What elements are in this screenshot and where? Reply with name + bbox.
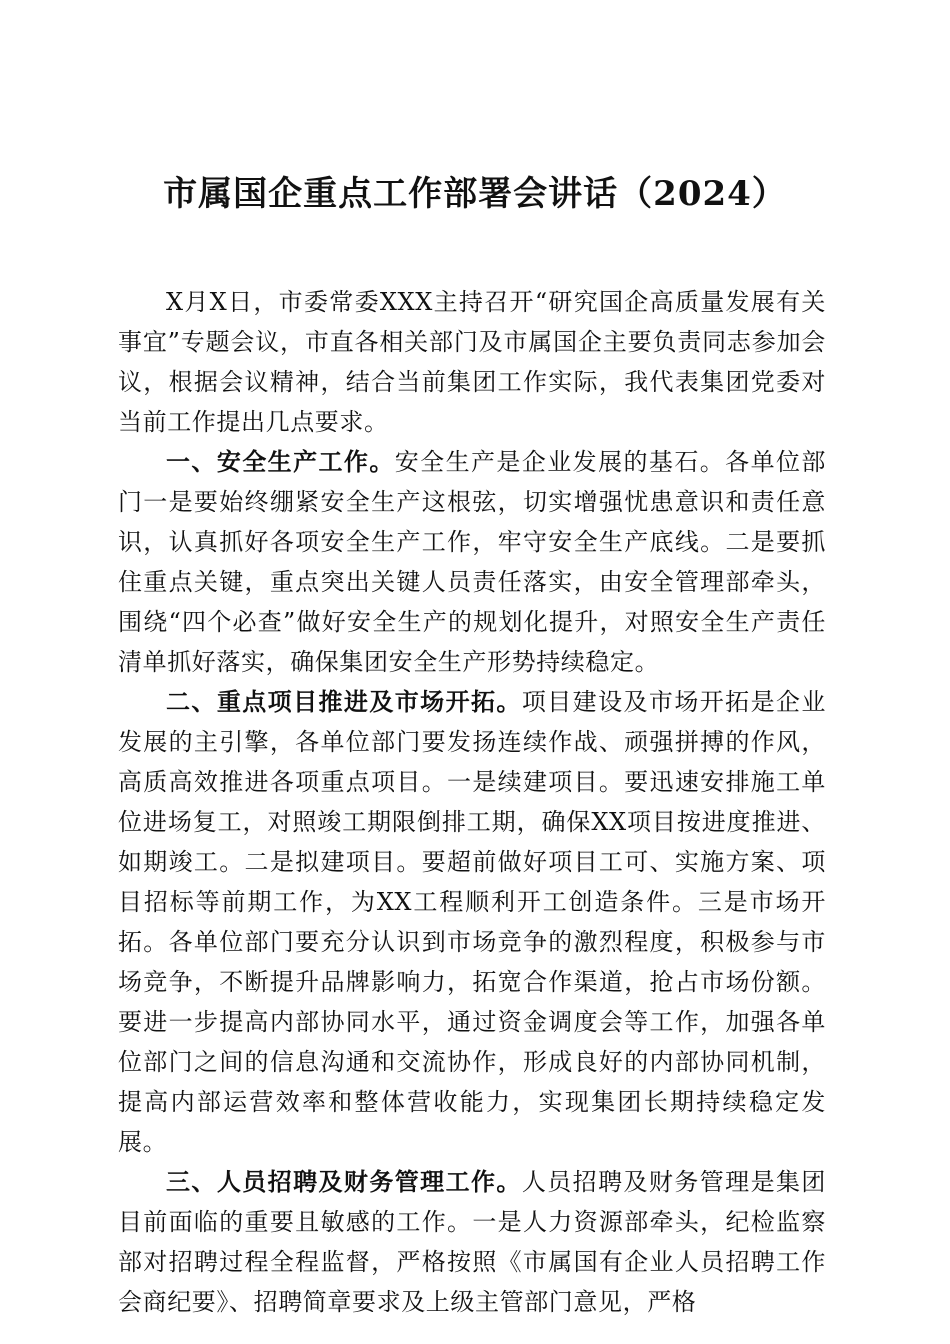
section-heading-safety: 一、安全生产工作。 bbox=[166, 448, 395, 476]
section-paragraph-projects bbox=[118, 682, 826, 1162]
document-title: 市属国企重点工作部署会讲话（2024） bbox=[163, 174, 787, 214]
section-paragraph-recruitment bbox=[118, 1162, 826, 1322]
section-heading-projects: 二、重点项目推进及市场开拓。 bbox=[166, 688, 522, 716]
section-text-projects: 项目建设及市场开拓是企业发展的主引擎，各单位部门要发扬连续作战、顽强拼搏的作风，高质高效推进各项重点项目。一是续建项目。要迅速安排施工单位进场复工，对照竣工期限倒排工期，确保XX项目按进度推进、如期竣工。二是拟建项目。要超前做好项目工可、实施方案、项目招标等前期工作，为XX工程顺利开工创造条件。三是市场开拓。各单位部门要充分认识到市场竞争的激烈程度，积极参与市场竞争，不断提升品牌影响力，拓宽合作渠道，抢占市场份额。要进一步提高内部协同水平，通过资金调度会等工作，加强各单位部门之间的信息沟通和交流协作，形成良好的内部协同机制，提高内部运营效率和整体营收能力，实现集团长期持续稳定发展。 bbox=[118, 688, 826, 1156]
section-text-recruitment: 人员招聘及财务管理是集团目前面临的重要且敏感的工作。一是人力资源部牵头，纪检监察部对招聘过程全程监督，严格按照《市属国有企业人员招聘工作会商纪要》、招聘简章要求及上级主管部门意见，严格 bbox=[118, 1168, 826, 1316]
section-text-safety: 安全生产是企业发展的基石。各单位部门一是要始终绷紧安全生产这根弦，切实增强忧患意识和责任意识，认真抓好各项安全生产工作，牢守安全生产底线。二是要抓住重点关键，重点突出关键人员责任落实，由安全管理部牵头，围绕“四个必查”做好安全生产的规划化提升，对照安全生产责任清单抓好落实，确保集团安全生产形势持续稳定。 bbox=[118, 448, 826, 676]
section-heading-recruitment: 三、人员招聘及财务管理工作。 bbox=[166, 1168, 522, 1196]
intro-paragraph: X月X日，市委常委XXX主持召开“研究国企高质量发展有关事宜”专题会议，市直各相关部门及市属国企主要负责同志参加会议，根据会议精神，结合当前集团工作实际，我代表集团党委对当前工作提出几点要求。 bbox=[118, 288, 826, 436]
document-body bbox=[118, 282, 826, 1322]
section-paragraph-safety bbox=[118, 442, 826, 682]
